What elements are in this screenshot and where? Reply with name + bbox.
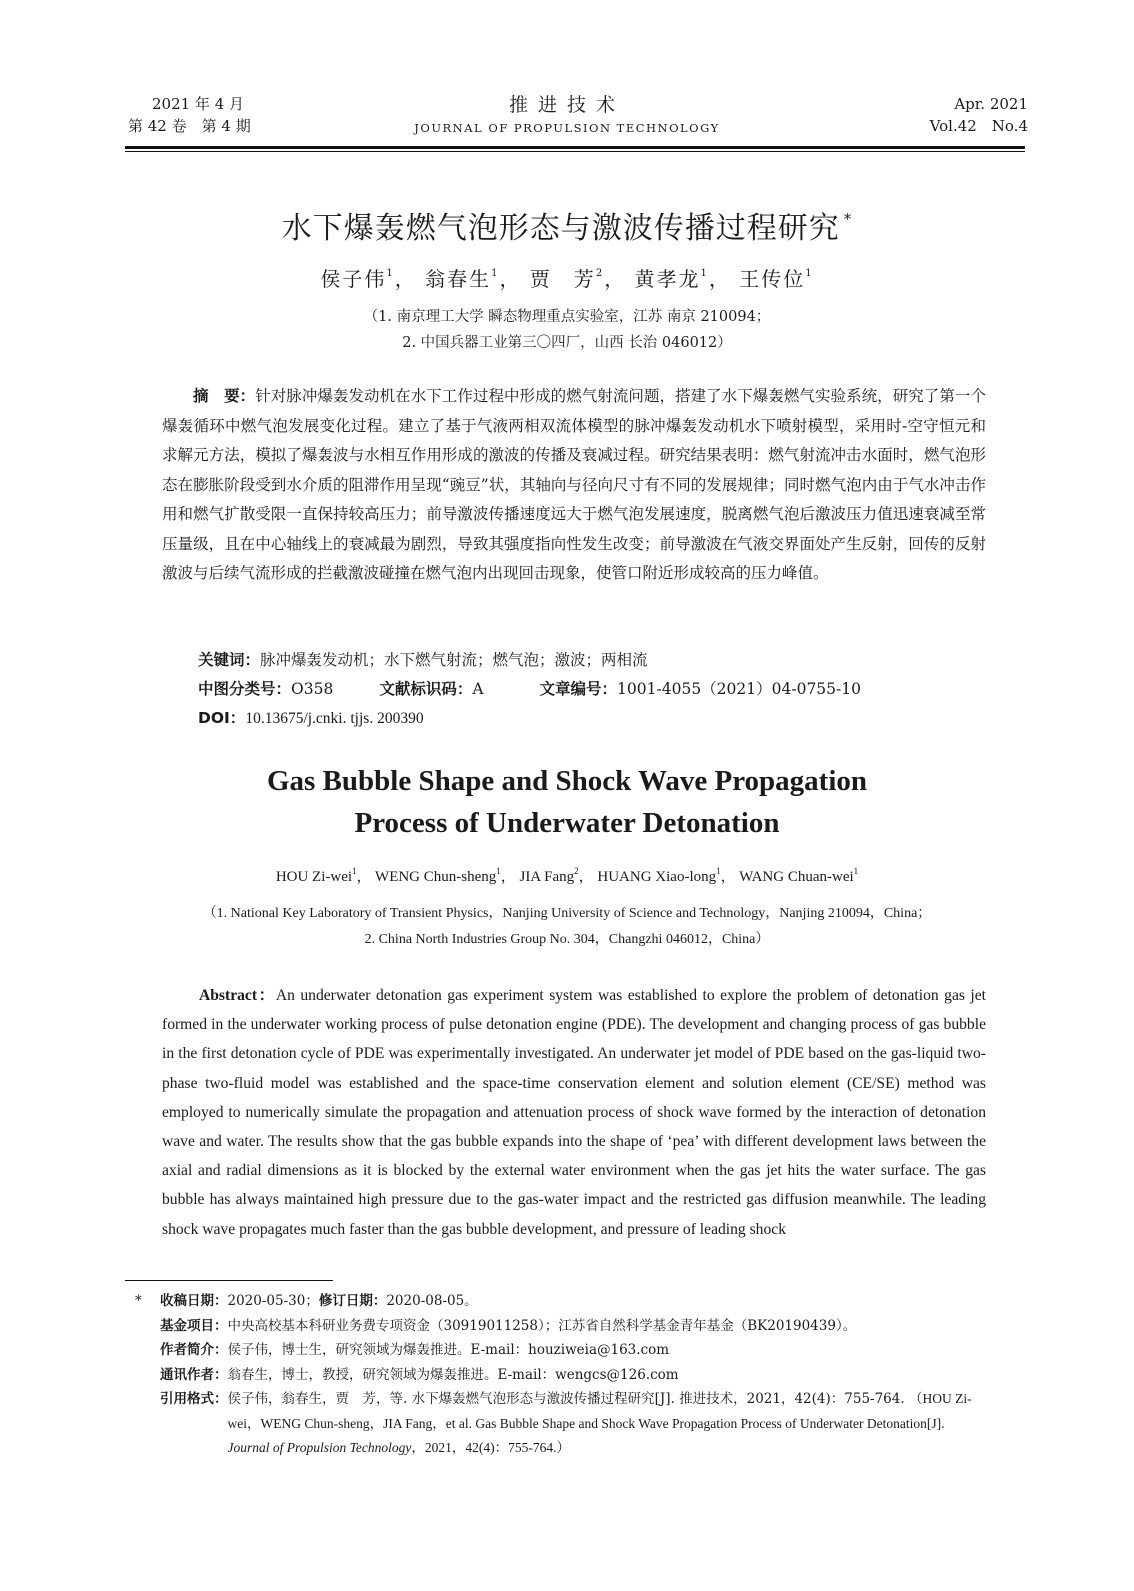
author-zh: 黄孝龙	[634, 267, 701, 291]
abstract-en-text: An underwater detonation gas experiment system was established to explore the problem of detonation gas jet formed in the underwater working process of pulse detonation engine (PDE). The development and changing process of gas bubble in the first detonation cycle of PDE was experimentally investigated. An underwater jet model of PDE based on the gas-liquid two-phase two-fluid model was established and the space-time conservation element and solution element (CE/SE) method was employed to numerically simulate the propagation and attenuation process of shock wave formed by the interaction of detonation wave and water. The results show that the gas bubble expands into the shape of ‘pea’ with different development laws between the axial and radial dimensions as it is blocked by the external water environment when the gas jet hits the water surface. The gas bubble has always maintained high pressure due to the gas-water impact and the restricted gas diffusion meanwhile. The leading shock wave propagates much faster than the gas bubble development, and pressure of leading shock	[162, 987, 987, 1238]
fund-label: 基金项目：	[160, 1317, 228, 1334]
paper-title-zh	[0, 198, 1134, 250]
keywords-zh-text: 脉冲爆轰发动机；水下燃气射流；燃气泡；激波；两相流	[260, 651, 648, 669]
journal-name-en: JOURNAL OF PROPULSION TECHNOLOGY	[414, 121, 720, 135]
author-zh: 贾 芳	[529, 267, 596, 291]
affiliation-zh-line: （1. 南京理工大学 瞬态物理重点实验室，江苏 南京 210094；	[363, 309, 771, 325]
author-affiliation-mark: 1	[491, 268, 500, 279]
citation-zh: 侯子伟，翁春生，贾 芳，等. 水下爆轰燃气泡形态与激波传播过程研究[J]. 推进技术，2021，42(4)：755-764.	[227, 1391, 905, 1407]
author-affiliation-mark: 1	[386, 268, 395, 279]
author-affiliation-mark: 1	[352, 866, 357, 876]
doi-label: DOI：	[198, 709, 246, 727]
author-zh: 侯子伟	[320, 267, 387, 291]
affiliation-zh-line: 2. 中国兵器工业第三〇四厂，山西 长治 046012）	[402, 335, 732, 351]
footnote-star: *	[135, 1293, 142, 1309]
author-zh: 翁春生	[425, 267, 492, 291]
doc-code-value: A	[472, 680, 484, 698]
author-en: HUANG Xiao-long	[597, 869, 717, 885]
author-bio-value: 侯子伟，博士生，研究领域为爆轰推进。E-mail：houziweia@163.com	[227, 1342, 670, 1358]
corresponding-author-value: 翁春生，博士，教授，研究领域为爆轰推进。E-mail：wengcs@126.com	[227, 1366, 679, 1383]
author-en: JIA Fang	[519, 869, 575, 885]
doi-value: 10.13675/j.cnki. tjjs. 200390	[245, 710, 424, 727]
clc-label: 中图分类号：	[198, 680, 292, 698]
classification-line	[198, 675, 861, 704]
received-date-label: 收稿日期：	[160, 1293, 228, 1309]
title-en-line: Gas Bubble Shape and Shock Wave Propagation	[266, 765, 868, 797]
author-en: WANG Chuan-wei	[739, 869, 854, 885]
header-rule-thick	[125, 146, 1025, 149]
header-volume-issue-en: Vol.42 No.4	[929, 117, 1028, 135]
affiliation-en-line: （1. National Key Laboratory of Transient Physics，Nanjing University of Science and Technology，Nanjing 210094，China；	[202, 906, 932, 921]
clc-value: O358	[291, 680, 334, 698]
doi-line	[198, 704, 424, 733]
revised-date-label: 修订日期：	[318, 1293, 387, 1309]
footnote-dates	[125, 1289, 987, 1314]
author-affiliation-mark: 1	[805, 268, 814, 279]
article-number-value: 1001-4055（2021）04-0755-10	[617, 680, 861, 698]
affiliation-en-line: 2. China North Industries Group No. 304，Changzhi 046012，China）	[364, 932, 770, 947]
footnote-citation	[125, 1387, 987, 1461]
author-en: HOU Zi-wei	[275, 869, 353, 885]
title-zh-text: 水下爆轰燃气泡形态与激波传播过程研究	[281, 211, 840, 246]
affiliations-en	[0, 901, 1134, 953]
received-date-value: 2020-05-30；	[227, 1293, 319, 1309]
doc-code-label: 文献标识码：	[379, 680, 473, 698]
abstract-zh-text: 针对脉冲爆轰发动机在水下工作过程中形成的燃气射流问题，搭建了水下爆轰燃气实验系统，研究了第一个爆轰循环中燃气泡发展变化过程。建立了基于气液两相双流体模型的脉冲爆轰发动机水下喷射模型，采用时-空守恒元和求解元方法，模拟了爆轰波与水相互作用形成的激波的传播及衰减过程。研究结果表明：燃气射流冲击水面时，燃气泡形态在膨胀阶段受到水介质的阻滞作用呈现“豌豆”状，其轴向与径向尺寸有不同的发展规律；同时燃气泡内由于气水冲击作用和燃气扩散受限一直保持较高压力；前导激波传播速度远大于燃气泡发展速度，脱离燃气泡后激波压力值迅速衰减至常压量级，且在中心轴线上的衰减最为剧烈，导致其强度指向性发生改变；前导激波在气液交界面处产生反射，回传的反射激波与后续气流形成的拦截激波碰撞在燃气泡内出现回击现象，使管口附近形成较高的压力峰值。	[162, 387, 986, 582]
abstract-en	[162, 981, 986, 1244]
author-affiliation-mark: 1	[716, 866, 721, 876]
header-date-en: Apr. 2021	[954, 95, 1028, 113]
abstract-en-label: Abstract：	[199, 987, 276, 1004]
author-affiliation-mark: 1	[496, 866, 501, 876]
author-bio-label: 作者简介：	[160, 1342, 228, 1358]
fund-value: 中央高校基本科研业务费专项资金（30919011258）；江苏省自然科学基金青年基金（BK20190439）。	[227, 1317, 857, 1334]
author-affiliation-mark: 1	[700, 268, 709, 279]
footnotes	[125, 1289, 987, 1461]
article-number-label: 文章编号：	[539, 680, 618, 698]
citation-label: 引用格式：	[160, 1391, 228, 1407]
author-list-zh: 侯子伟$^1$， 翁春生$^1$， 贾 芳$^2$， 黄孝龙$^1$， 王传位$^1$	[320, 267, 814, 291]
keywords-zh-label: 关键词：	[198, 651, 261, 669]
author-affiliation-mark: 1	[853, 866, 859, 876]
header-date-volume-en	[930, 93, 1028, 137]
journal-name-zh: 推进技术	[508, 94, 625, 116]
title-en-line: Process of Underwater Detonation	[354, 807, 780, 839]
header-volume-issue: 第 42 卷 第 4 期	[128, 117, 251, 135]
citation-text	[228, 1387, 988, 1461]
keywords-zh	[198, 646, 648, 675]
author-zh: 王传位	[739, 267, 806, 291]
paper-title-en	[0, 760, 1134, 844]
header-date: 2021 年 4 月	[152, 95, 245, 113]
footnote-rule	[125, 1280, 333, 1281]
citation-en: （HOU Zi-wei，WENG Chun-sheng，JIA Fang，et al. Gas Bubble Shape and Shock Wave Propagation Process of Underwater Detonation[J].	[227, 1391, 972, 1431]
corresponding-author-label: 通讯作者：	[160, 1366, 228, 1383]
footnote-corresponding	[125, 1363, 987, 1388]
author-affiliation-mark: 2	[595, 268, 605, 279]
footnote-fund	[125, 1314, 987, 1339]
header-rule-thin	[125, 151, 1025, 152]
abstract-zh	[162, 382, 986, 589]
citation-journal: Journal of Propulsion Technology	[227, 1440, 412, 1455]
author-en: WENG Chun-sheng	[375, 869, 497, 885]
title-footnote-mark: *	[843, 210, 853, 228]
revised-date-value: 2020-08-05。	[386, 1293, 478, 1309]
author-list-en: HOU Zi-wei$^1$， WENG Chun-sheng$^1$， JIA Fang$^2$， HUANG Xiao-long$^1$， WANG Chuan-wei$^1$	[275, 866, 859, 885]
author-affiliation-mark: 2	[574, 866, 579, 876]
citation-en-tail: ，2021，42(4)：755-764.）	[411, 1440, 570, 1455]
footnote-author	[125, 1338, 987, 1363]
affiliations-zh	[0, 304, 1134, 356]
abstract-zh-label: 摘 要：	[193, 387, 256, 405]
